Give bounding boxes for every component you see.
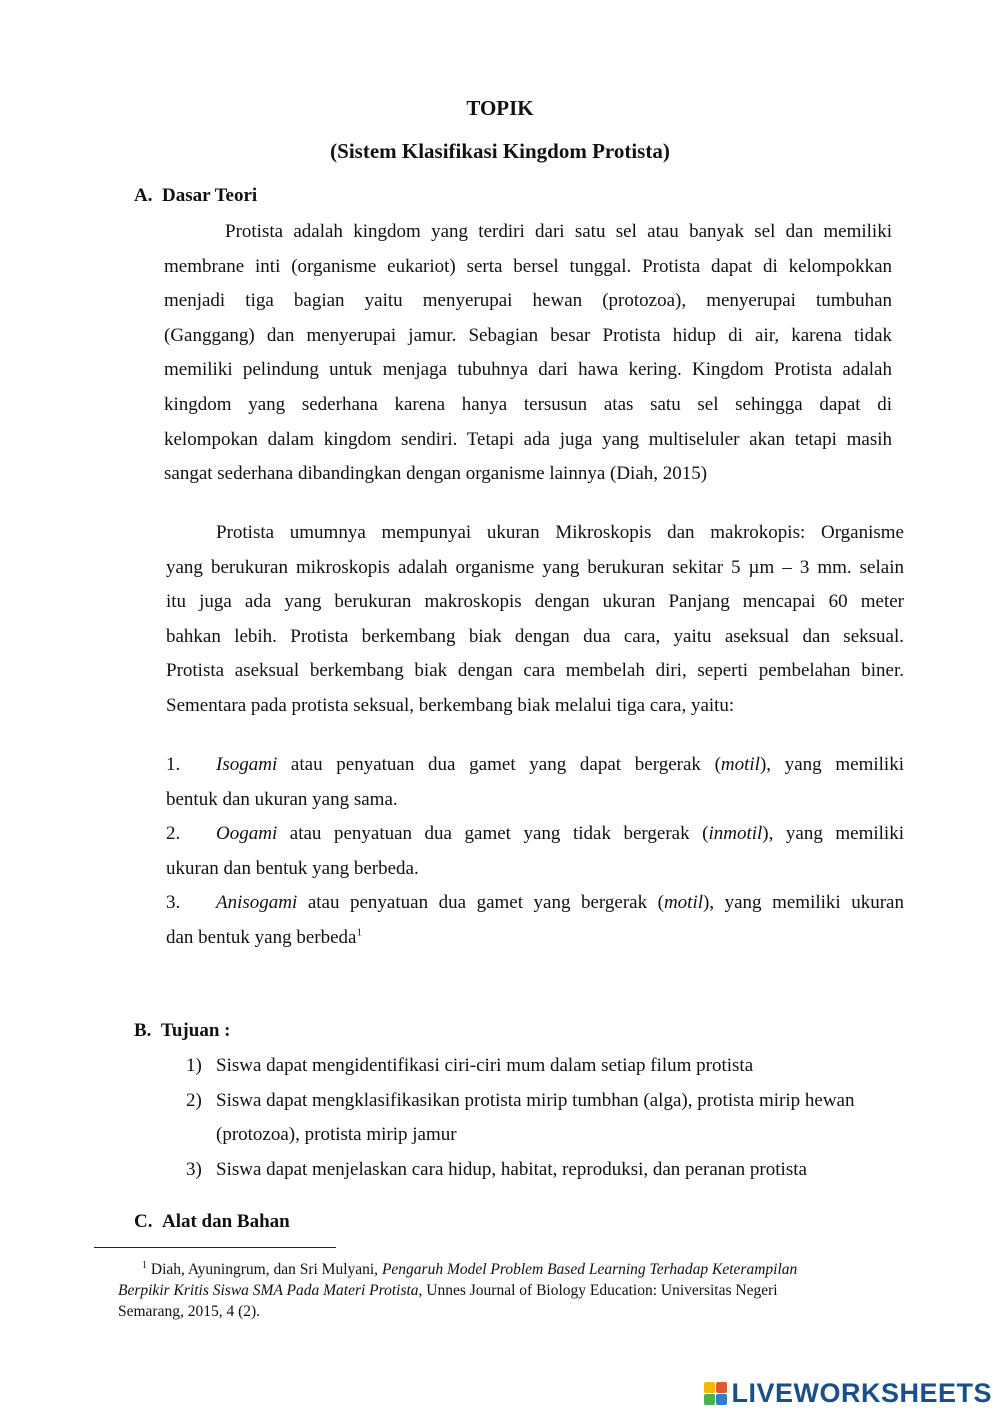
liveworksheets-brand[interactable] [704,1378,992,1408]
footnote-title: Berpikir Kritis Siswa SMA Pada Materi Protista [118,1282,419,1299]
objective-item [186,1049,906,1084]
list-item-continuation: bentuk dan ukuran yang sama. [166,788,398,810]
list-term-secondary: inmotil [708,823,763,845]
paragraph-line: menjadi tiga bagian yaitu menyerupai hewan (protozoa), menyerupai tumbuhan [164,290,892,312]
logo-square [716,1382,727,1393]
list-item-line [166,748,904,783]
paragraph-line: Sementara pada protista seksual, berkembang biak melalui tiga cara, yaitu: [166,694,735,716]
list-item [166,886,904,955]
section-a-paragraph-1 [164,215,892,492]
paragraph-line: membrane inti (organisme eukariot) serta bersel tunggal. Protista dapat di kelompokkan [164,255,892,277]
footnote-title: Pengaruh Model Problem Based Learning Terhadap Keterampilan [381,1261,798,1278]
list-text: ), yang memiliki [759,754,904,775]
objective-text: Siswa dapat mengklasifikasikan protista mirip tumbhan (alga), protista mirip hewan [216,1089,855,1111]
footnote-divider [94,1247,336,1248]
list-text: atau penyatuan dua gamet yang dapat bergerak ( [277,754,721,775]
brand-wordmark: LIVEWORKSHEETS [731,1377,992,1408]
list-term-secondary: motil [720,754,760,775]
paragraph-line: Protista umumnya mempunyai ukuran Mikroskopis dan makrokopis: Organisme [216,522,904,543]
page-title: TOPIK [466,96,534,120]
footnote-line [118,1259,878,1280]
paragraph-line: sangat sederhana dibandingkan dengan organisme lainnya (Diah, 2015) [164,463,708,485]
page-subtitle: (Sistem Klasifikasi Kingdom Protista) [330,139,670,163]
section-c-heading: C. Alat dan Bahan [134,1211,290,1232]
paragraph-line: Protista aseksual berkembang biak dengan cara membelah diri, seperti pembelahan biner. [166,660,904,682]
paragraph-line: kelompokan dalam kingdom sendiri. Tetapi ada juga yang multiseluler akan tetapi masih [164,428,892,450]
objective-line: (protozoa), protista mirip jamur [216,1124,457,1146]
footnote-line: Semarang, 2015, 4 (2). [118,1303,261,1320]
objective-line [186,1084,906,1119]
objective-line [186,1153,906,1188]
list-text: ), yang memiliki [762,823,904,845]
footnote-authors: Diah, Ayuningrum, dan Sri Mulyani, [147,1261,382,1278]
paragraph-line: kingdom yang sederhana karena hanya tersusun atas satu sel sehingga dapat di [164,393,892,415]
list-item [166,748,904,817]
section-a-paragraph-2 [166,516,904,724]
footnote-reference[interactable]: 1 [356,926,362,939]
objective-item [186,1153,906,1188]
logo-square [704,1394,715,1405]
footnote-line [118,1280,878,1301]
list-text: ), yang memiliki ukuran [703,892,904,914]
list-item-line [166,817,904,852]
list-text: atau penyatuan dua gamet yang bergerak ( [297,892,664,914]
reproduction-list [166,748,904,956]
list-text: dan bentuk yang berbeda [166,926,357,948]
paragraph-line: itu juga ada yang berukuran makroskopis dengan ukuran Panjang mencapai 60 meter [166,591,904,613]
paragraph-line: memiliki pelindung untuk menjaga tubuhnya dari hawa kering. Kingdom Protista adalah [164,359,892,381]
list-number: 2. [166,823,181,845]
objective-item [186,1084,906,1153]
footnote-marker: 1 [142,1259,147,1271]
paragraph-line: yang berukuran mikroskopis adalah organisme yang berukuran sekitar 5 µm – 3 mm. selain [166,556,904,578]
paragraph-line: Protista adalah kingdom yang terdiri dari satu sel atau banyak sel dan memiliki [225,221,892,242]
section-b-heading: B. Tujuan : [134,1020,231,1041]
list-item-line [166,886,904,921]
logo-square [704,1382,715,1393]
list-text: atau penyatuan dua gamet yang tidak bergerak ( [277,823,709,845]
objective-number: 1) [186,1055,202,1076]
objective-text: Siswa dapat mengidentifikasi ciri-ciri mum dalam setiap filum protista [216,1055,754,1076]
objective-line [186,1049,906,1084]
list-item-continuation: ukuran dan bentuk yang berbeda. [166,857,419,879]
paragraph-line: (Ganggang) dan menyerupai jamur. Sebagian besar Protista hidup di air, karena tidak [164,324,892,346]
objective-number: 3) [186,1158,202,1180]
list-term: Oogami [216,823,278,845]
list-number: 1. [166,754,181,775]
list-number: 3. [166,892,181,914]
objective-number: 2) [186,1089,202,1111]
logo-square [716,1394,727,1405]
section-a-heading: A. Dasar Teori [134,185,258,206]
objective-text: Siswa dapat menjelaskan cara hidup, habitat, reproduksi, dan peranan protista [216,1158,807,1180]
liveworksheets-logo-icon [704,1382,727,1405]
footnote-publisher: , Unnes Journal of Biology Education: Universitas Negeri [418,1282,778,1299]
list-term-secondary: motil [663,892,704,914]
footnote [118,1259,878,1322]
list-term: Isogami [216,754,278,775]
list-item-continuation [166,921,904,956]
paragraph-line: bahkan lebih. Protista berkembang biak dengan dua cara, yaitu aseksual dan seksual. [166,625,904,647]
list-item [166,817,904,886]
list-term: Anisogami [216,892,298,914]
objectives-list [186,1049,906,1187]
